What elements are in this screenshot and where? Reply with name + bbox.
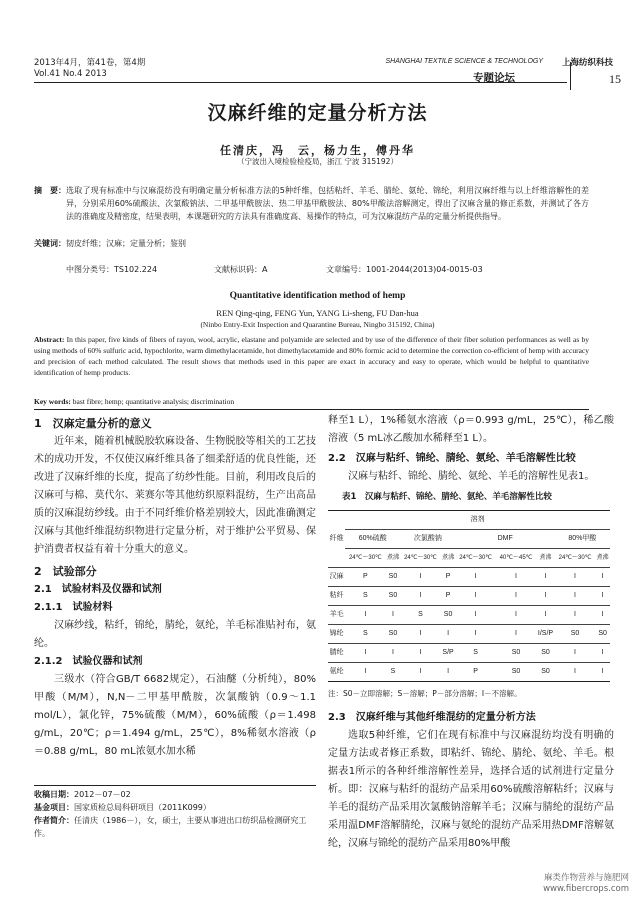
table-group-header: 次氯酸钠 xyxy=(400,530,455,549)
issue-cn: 2013年4月，第41卷，第4期 xyxy=(34,58,146,68)
table-cell: I xyxy=(536,587,555,606)
header-vertical-rule xyxy=(570,62,571,90)
section-2-1-2-text: 三级水（符合GB/T 6682规定），石油醚（分析纯），80%甲酸（M/M），N,N－二甲基甲酰胺，次氯酸钠（0.9～1.1 mol/L），氯化锌，75%硫酸（M/M），60%硫酸（ρ＝1.498 g/mL，20℃；ρ＝1.494 g/mL，25℃），8%稀氨水溶液（ρ＝0.88 g/mL，80 mL浓氨水加水稀 xyxy=(34,674,316,757)
table-cell: I xyxy=(400,625,440,644)
table-header-solvent: 溶剂 xyxy=(345,511,610,530)
table-cell: I xyxy=(536,568,555,587)
journal-name-cn: 上海纺织科技 xyxy=(561,58,613,68)
fund-label: 基金项目： xyxy=(34,803,74,812)
table-row xyxy=(328,625,610,644)
article-number xyxy=(326,264,483,275)
right-column xyxy=(328,412,614,853)
abstract-cn-text: 选取了现有标准中与汉麻混纺没有明确定量分析标准方法的5种纤维，包括粘纤、羊毛、腈纶、氨纶、锦纶，利用汉麻纤维与以上纤维溶解性的差异，分别采用60%硫酸法、次氯酸钠法、二甲基甲酰胺法、热二甲基甲酰胺法、80%甲酸法溶解测定，得出了汉麻含量的修正系数，并测试了各方法的准确度及精密度，结果表明，本课题研究的方法具有准确度高、易操作的特点，可为汉麻混纺产品的定量分析提供指导。 xyxy=(66,186,589,221)
table-cell: I xyxy=(555,606,595,625)
table-cell: P xyxy=(441,587,456,606)
table-cell: I xyxy=(555,644,595,663)
issue-en: Vol.41 No.4 2013 xyxy=(34,69,107,79)
abstract-cn-label: 摘 要： xyxy=(34,186,66,195)
keywords-en-label: Key words: xyxy=(34,397,71,406)
table-cell: P xyxy=(441,568,456,587)
fund-project xyxy=(34,801,316,814)
doc-value: A xyxy=(262,265,268,274)
table-cell: I xyxy=(595,606,610,625)
section-2-1-1-text: 汉麻纱线，粘纤，锦纶，腈纶，氨纶，羊毛标准贴衬布，氨纶。 xyxy=(34,620,316,649)
table-subheader: 40℃～45℃ xyxy=(496,549,536,568)
section-2-3-heading: 2.3 汉麻纤维与其他纤维混纺的定量分析方法 xyxy=(328,712,536,723)
section-2-2-heading: 2.2 汉麻与粘纤、锦纶、腈纶、氨纶、羊毛溶解性比较 xyxy=(328,453,576,464)
table-header-row xyxy=(328,511,610,530)
table-cell: S0 xyxy=(386,587,401,606)
abstract-rule xyxy=(34,409,589,410)
table-row xyxy=(328,606,610,625)
table-cell-fiber: 腈纶 xyxy=(328,644,345,663)
table-row xyxy=(328,663,610,682)
table-cell: I xyxy=(496,587,536,606)
table-cell: I xyxy=(595,568,610,587)
table-group-row xyxy=(328,530,610,549)
table-cell: S/P xyxy=(441,644,456,663)
table-cell: I xyxy=(400,587,440,606)
table-cell: I xyxy=(455,587,495,606)
table-1-title: 表1 汉麻与粘纤、锦纶、腈纶、氨纶、羊毛溶解性比较 xyxy=(342,492,552,502)
table-cell: I xyxy=(496,606,536,625)
table-cell: S xyxy=(455,644,495,663)
table-1-note: 注：S0－立即溶解；S－溶解；P－部分溶解；I－不溶解。 xyxy=(328,689,522,698)
section-1-heading: 1 汉麻定量分析的意义 xyxy=(34,417,152,430)
clc-label: 中图分类号： xyxy=(66,265,114,274)
table-subheader-row xyxy=(328,549,610,568)
table-cell: I xyxy=(400,568,440,587)
table-cell-fiber: 粘纤 xyxy=(328,587,345,606)
table-cell-fiber: 汉麻 xyxy=(328,568,345,587)
affiliation: （宁波出入境检验检疫局，浙江 宁波 315192） xyxy=(237,157,398,166)
table-cell: I xyxy=(455,568,495,587)
table-cell: S0 xyxy=(496,644,536,663)
table-cell: I xyxy=(496,625,536,644)
clc-value: TS102.224 xyxy=(114,265,158,274)
table-cell: S xyxy=(386,663,401,682)
table-cell: I xyxy=(555,587,595,606)
section-2-1-2-heading: 2.1.2 试验仪器和试剂 xyxy=(34,656,143,667)
keywords-cn-text: 韧皮纤维；汉麻；定量分析；鉴别 xyxy=(66,239,186,248)
abstract-cn xyxy=(34,184,589,223)
table-cell: I xyxy=(400,663,440,682)
table-subheader: 煮沸 xyxy=(386,549,401,568)
keywords-en xyxy=(34,397,234,406)
table-cell: I xyxy=(595,644,610,663)
table-cell: S0 xyxy=(536,663,555,682)
section-1-text: 近年来，随着机械脱胶软麻设备、生物脱胶等相关的工艺技术的成功开发，不仅使汉麻纤维具备了细柔舒适的优良性能，还改进了汉麻纤维的长度，提高了纺纱性能。目前，利用改良后的汉麻可与棉、莫代尔、莱赛尔等其他纺织原料混纺，生产出高品质的汉麻混纺纱线。由于不同纤维价格差别较大，因此准确测定汉麻与其他纤维混纺织物进行定量分析，对于维护公平贸易、保护消费者权益有着十分重大的意义。 xyxy=(34,436,316,555)
received-date xyxy=(34,788,316,801)
table-row xyxy=(328,568,610,587)
table-cell: S0 xyxy=(595,625,610,644)
table-cell: I xyxy=(441,625,456,644)
table-cell: P xyxy=(345,568,385,587)
table-cell: S0 xyxy=(555,625,595,644)
table-group-header: 80%甲酸 xyxy=(555,530,610,549)
issue-info xyxy=(34,58,145,80)
table-cell: I xyxy=(441,663,456,682)
table-cell: I xyxy=(555,663,595,682)
keywords-en-text: bast fibre; hemp; quantitative analysis; discrimination xyxy=(72,397,235,406)
footnotes xyxy=(34,785,316,840)
column-label: 专题论坛 xyxy=(473,72,515,84)
keywords-cn-label: 关键词： xyxy=(34,239,66,248)
abstract-en-label: Abstract: xyxy=(34,335,65,344)
table-cell-fiber: 锦纶 xyxy=(328,625,345,644)
watermark-cn: 麻类作物营养与施肥网 xyxy=(543,873,629,883)
page-number: 15 xyxy=(609,72,621,86)
journal-name-en: SHANGHAI TEXTILE SCIENCE & TECHNOLOGY xyxy=(385,58,543,65)
table-cell: S0 xyxy=(536,644,555,663)
table-cell: I xyxy=(555,568,595,587)
table-subheader: 24℃～30℃ xyxy=(555,549,595,568)
table-cell: I/S/P xyxy=(536,625,555,644)
watermark-url: www.fibercrops.com xyxy=(543,884,629,894)
table-cell: I xyxy=(345,663,385,682)
header-rule xyxy=(34,82,567,83)
table-cell: S xyxy=(345,587,385,606)
table-cell: S xyxy=(345,625,385,644)
table-subheader: 24℃～30℃ xyxy=(345,549,385,568)
table-cell: I xyxy=(595,587,610,606)
paper-title: 汉麻纤维的定量分析方法 xyxy=(207,102,428,124)
received-value: 2012－07－02 xyxy=(74,790,131,799)
table-cell: I xyxy=(455,606,495,625)
author-value: 任清庆（1986－），女，硕士，主要从事进出口纺织品检测研究工作。 xyxy=(34,816,307,838)
table-cell: S0 xyxy=(386,625,401,644)
received-label: 收稿日期： xyxy=(34,790,74,799)
article-label: 文章编号： xyxy=(326,265,366,274)
abstract-en-text: In this paper, five kinds of fibers of rayon, wool, acrylic, elastane and polyamide are selected and by use of the difference of their fiber solution performances as well as by using methods of 60% sulfuric acid, hypochlorite, warm dimethylacetamide, hot dimethylacetamide and 80% formic acid to determine the correction co-efficient of hemp with accuracy and precision of each method calculated. The result shows that methods used in this paper are exact in accuracy and easy to operate, which would be helpful to quantitative identification of hemp products. xyxy=(34,335,589,377)
table-subheader: 煮沸 xyxy=(595,549,610,568)
table-cell: I xyxy=(400,644,440,663)
authors: 任清庆，冯 云，杨力生，傅丹华 xyxy=(220,144,415,157)
table-subheader: 24℃～30℃ xyxy=(455,549,495,568)
table-cell: I xyxy=(455,625,495,644)
table-subheader: 煮沸 xyxy=(441,549,456,568)
table-1 xyxy=(328,510,610,682)
table-cell: S0 xyxy=(386,568,401,587)
watermark xyxy=(543,873,629,895)
doc-code xyxy=(214,264,267,275)
section-2-2-text: 汉麻与粘纤、锦纶、腈纶、氨纶、羊毛的溶解性见表1。 xyxy=(348,471,595,482)
author-label: 作者简介： xyxy=(34,816,74,825)
reagents-continued: 释至1 L），1%稀氨水溶液（ρ＝0.993 g/mL，25℃），稀乙酸溶液（5 mL冰乙酸加水稀释至1 L）。 xyxy=(328,415,614,444)
table-cell: S0 xyxy=(441,606,456,625)
table-header-fiber: 纤维 xyxy=(328,511,345,568)
table-cell: I xyxy=(386,606,401,625)
fund-value: 国家质检总局科研项目（2011K099） xyxy=(74,803,211,812)
paper-title-en: Quantitative identification method of hemp xyxy=(229,291,406,301)
keywords-cn xyxy=(34,238,186,249)
table-cell: I xyxy=(386,644,401,663)
abstract-en xyxy=(34,334,589,378)
section-2-3-text: 选取5种纤维，它们在现有标准中与汉麻混纺均没有明确的定量方法或者修正系数，即粘纤、锦纶、腈纶、氨纶、羊毛。根据表1所示的各种纤维溶解性差异，选择合适的试剂进行定量分析。即：汉麻与粘纤的混纺产品采用60%硫酸溶解粘纤；汉麻与羊毛的混纺产品采用次氯酸钠溶解羊毛；汉麻与腈纶的混纺产品采用温DMF溶解腈纶，汉麻与氨纶的混纺产品采用热DMF溶解氨纶，汉麻与锦纶的混纺产品采用80%甲酸 xyxy=(328,730,614,849)
table-row xyxy=(328,587,610,606)
table-cell: I xyxy=(345,644,385,663)
author-bio xyxy=(34,814,316,840)
table-cell: I xyxy=(536,606,555,625)
table-cell: S xyxy=(400,606,440,625)
table-cell: I xyxy=(496,568,536,587)
table-row xyxy=(328,644,610,663)
table-group-header: 60%硫酸 xyxy=(345,530,400,549)
clc-number xyxy=(66,264,157,275)
section-2-1-heading: 2.1 试验材料及仪器和试剂 xyxy=(34,584,162,595)
left-column xyxy=(34,412,316,761)
table-cell: S0 xyxy=(496,663,536,682)
authors-en: REN Qing-qing, FENG Yun, YANG Li-sheng, FU Dan-hua xyxy=(216,308,419,318)
table-cell: I xyxy=(595,663,610,682)
section-2-1-1-heading: 2.1.1 试验材料 xyxy=(34,602,113,613)
article-value: 1001-2044(2013)04-0015-03 xyxy=(366,265,483,274)
table-group-header: DMF xyxy=(455,530,554,549)
section-2-heading: 2 试验部分 xyxy=(34,565,97,578)
doc-label: 文献标识码： xyxy=(214,265,262,274)
table-subheader: 24℃～30℃ xyxy=(400,549,440,568)
table-cell-fiber: 羊毛 xyxy=(328,606,345,625)
table-cell: P xyxy=(455,663,495,682)
table-subheader: 煮沸 xyxy=(536,549,555,568)
table-cell: I xyxy=(345,606,385,625)
table-cell-fiber: 氨纶 xyxy=(328,663,345,682)
affiliation-en: (Ninbo Entry-Exit Inspection and Quarantine Bureau, Ningbo 315192, China) xyxy=(200,320,435,329)
